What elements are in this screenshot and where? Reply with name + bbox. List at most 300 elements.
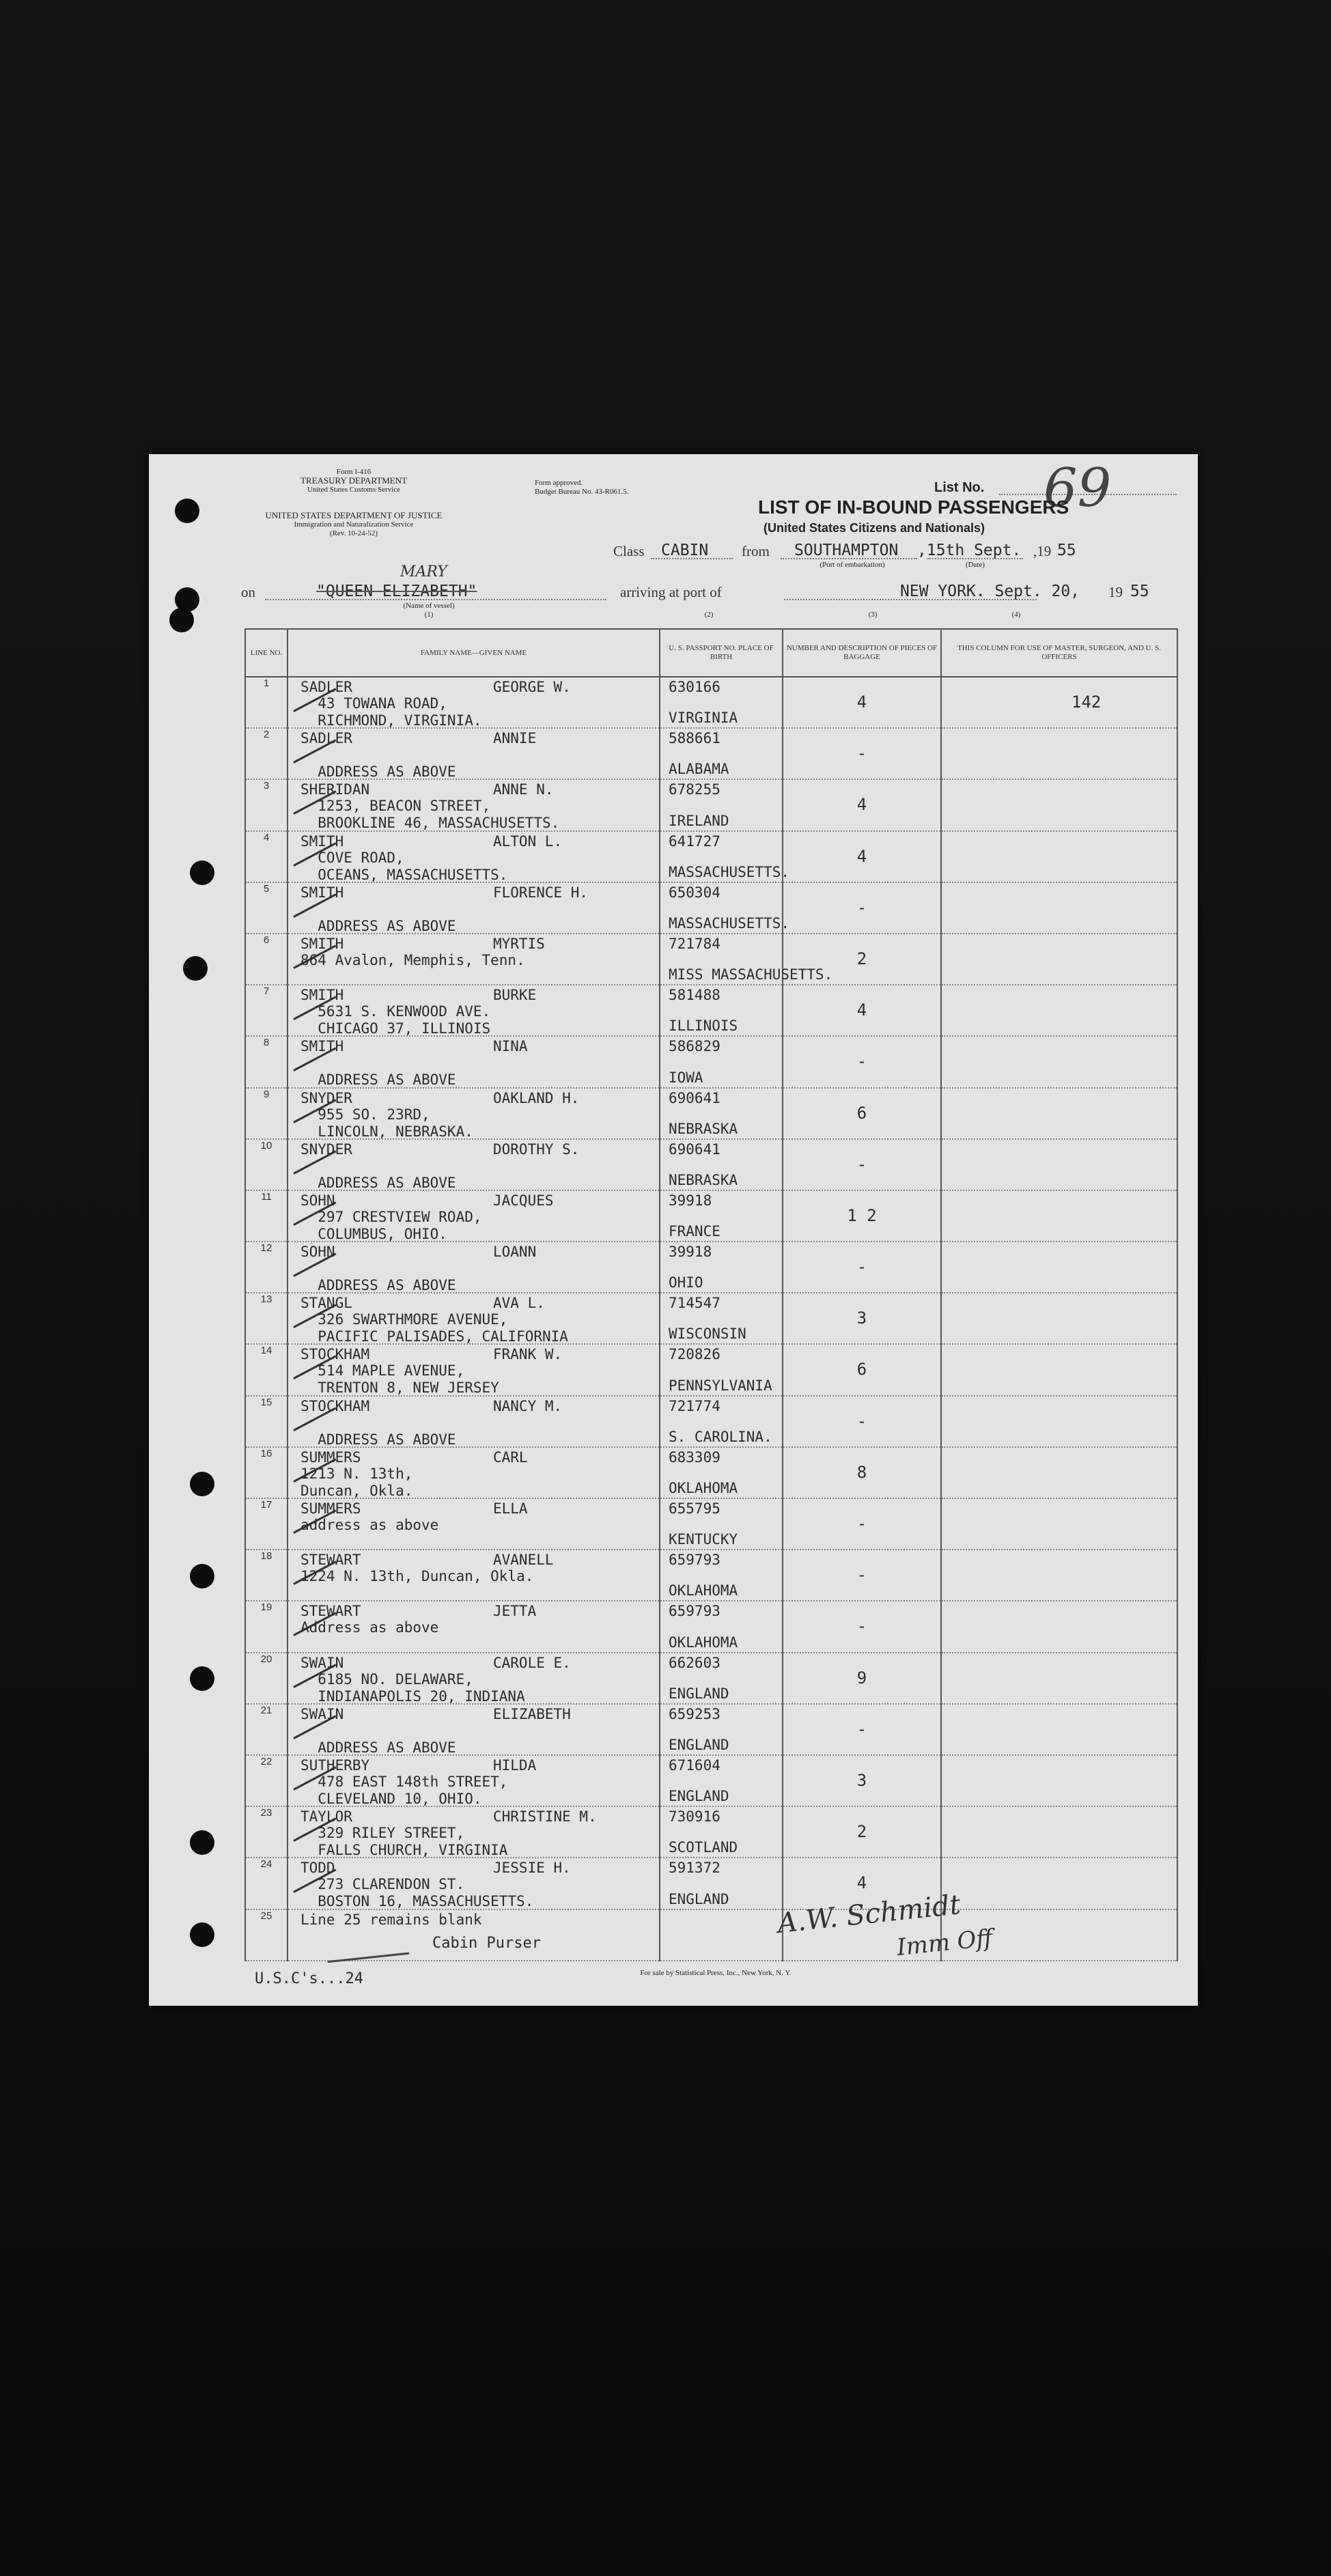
table-row [245, 1139, 1177, 1190]
passport-cell [660, 1704, 783, 1755]
name-cell [288, 985, 660, 1036]
col-officers: THIS COLUMN FOR USE OF MASTER, SURGEON, AND U. S. OFFICERS [941, 629, 1177, 677]
passport-cell [660, 1653, 783, 1704]
baggage-count: 2 [856, 1822, 867, 1842]
place-of-birth: ENGLAND [669, 1788, 729, 1805]
address: ADDRESS AS ABOVE [318, 917, 456, 934]
on-label: on [241, 584, 255, 600]
address: 1253, BEACON STREET, BROOKLINE 46, MASSACHUSETTS. [318, 798, 560, 832]
passport-cell [660, 1242, 783, 1293]
passport-cell [660, 1858, 783, 1909]
passport-cell [660, 779, 783, 830]
name-cell [288, 1806, 660, 1858]
passport-number: 678255 [669, 781, 720, 798]
name-cell [288, 934, 660, 985]
line-number: 15 [245, 1396, 288, 1447]
line-number: 4 [245, 831, 288, 882]
baggage-count: - [856, 1154, 867, 1174]
place-of-birth: WISCONSIN [669, 1326, 746, 1343]
punch-hole [175, 499, 199, 523]
official-cell [941, 1704, 1177, 1755]
table-row [245, 779, 1177, 830]
table-row [245, 1242, 1177, 1293]
year-2: 55 [1130, 583, 1149, 600]
place-of-birth: NEBRASKA [669, 1171, 738, 1188]
official-cell [941, 1190, 1177, 1242]
address: ADDRESS AS ABOVE [318, 1277, 456, 1294]
official-cell [941, 728, 1177, 779]
form-approval: Form approved. [535, 479, 583, 487]
address: 273 CLARENDON ST. BOSTON 16, MASSACHUSETTS. [318, 1876, 534, 1910]
address: address as above [300, 1517, 439, 1533]
official-cell [941, 1293, 1177, 1344]
name-cell [288, 1601, 660, 1652]
address: 864 Avalon, Memphis, Tenn. [300, 951, 525, 968]
passport-cell [660, 1755, 783, 1806]
name-cell [288, 1088, 660, 1139]
table-row [245, 1550, 1177, 1601]
class-label: Class [613, 543, 645, 559]
address: 326 SWARTHMORE AVENUE, PACIFIC PALISADES, CALIFORNIA [318, 1311, 568, 1345]
baggage-cell [783, 1139, 941, 1190]
place-of-birth: KENTUCKY [669, 1531, 738, 1548]
official-cell [941, 882, 1177, 934]
official-cell [941, 1858, 1177, 1909]
col-num-2: (2) [704, 611, 714, 619]
table-row [245, 1190, 1177, 1242]
passport-number: 659793 [669, 1603, 720, 1620]
line-number: 5 [245, 882, 288, 934]
embark-date: ,15th Sept. [917, 542, 1022, 559]
punch-hole [190, 1472, 214, 1496]
passport-cell [660, 1293, 783, 1344]
official-cell [941, 1344, 1177, 1395]
passenger-table [244, 628, 1178, 1961]
given-name: NANCY M. [493, 1397, 563, 1414]
place-of-birth: VIRGINIA [669, 710, 738, 727]
family-name: STEWART [300, 1603, 361, 1620]
passport-cell [660, 934, 833, 985]
table-row [245, 1293, 1177, 1344]
given-name: JACQUES [493, 1192, 554, 1209]
family-name: SNYDER [300, 1089, 352, 1106]
list-title: LIST OF IN-BOUND PASSENGERS [758, 496, 1069, 518]
passport-cell [660, 1036, 783, 1087]
revision: (Rev. 10-24-52) [329, 529, 378, 537]
place-of-birth: MASSACHUSETTS. [669, 863, 790, 880]
passport-number: 588661 [669, 730, 720, 747]
line-number: 23 [245, 1806, 288, 1858]
year-prefix-2: 19 [1108, 584, 1123, 600]
family-name: SOHN [300, 1192, 335, 1209]
baggage-count: 4 [856, 1873, 867, 1893]
line-number: 21 [245, 1704, 288, 1755]
given-name: FLORENCE H. [493, 884, 589, 901]
arrival-line [784, 599, 1037, 600]
place-of-birth: OHIO [669, 1274, 703, 1291]
address: 297 CRESTVIEW ROAD, COLUMBUS, OHIO. [318, 1208, 482, 1242]
address: 1213 N. 13th, Duncan, Okla. [300, 1465, 413, 1499]
passport-cell [660, 1447, 783, 1498]
baggage-cell [783, 1550, 941, 1601]
baggage-count: 4 [856, 795, 867, 815]
table-row [245, 831, 1177, 882]
passport-number: 714547 [669, 1295, 720, 1312]
col-num-3: (3) [868, 611, 878, 619]
name-cell [288, 1755, 660, 1806]
line-number: 19 [245, 1601, 288, 1652]
given-name: MYRTIS [493, 935, 545, 952]
name-cell [288, 1653, 660, 1704]
official-cell [941, 1447, 1177, 1498]
date-note: (Date) [965, 561, 985, 569]
passport-cell [660, 831, 790, 882]
table-row [245, 728, 1177, 779]
ins-service: Immigration and Naturalization Service [294, 520, 414, 529]
address: COVE ROAD, OCEANS, MASSACHUSETTS. [318, 849, 508, 883]
official-cell [941, 1601, 1177, 1652]
name-cell [288, 728, 660, 779]
baggage-cell [783, 1704, 941, 1755]
passport-number: 586829 [669, 1038, 720, 1055]
passport-cell [660, 1601, 783, 1652]
passport-number: 721774 [669, 1397, 720, 1414]
list-no-label: List No. [934, 480, 985, 495]
table-row [245, 1858, 1177, 1909]
baggage-count: 6 [856, 1103, 867, 1123]
family-name: SMITH [300, 987, 344, 1004]
baggage-count: 1 2 [847, 1205, 877, 1225]
table-row [245, 1755, 1177, 1806]
line-number: 18 [245, 1550, 288, 1601]
table-row [245, 1601, 1177, 1652]
place-of-birth: ILLINOIS [669, 1018, 738, 1035]
name-cell [288, 1550, 660, 1601]
passport-number: 39918 [669, 1192, 712, 1209]
embark-line [781, 558, 917, 559]
address: 514 MAPLE AVENUE, TRENTON 8, NEW JERSEY [318, 1362, 499, 1397]
family-name: SUMMERS [300, 1448, 361, 1466]
manifest-page [149, 454, 1198, 2006]
given-name: DOROTHY S. [493, 1140, 580, 1158]
table-header [245, 629, 1177, 677]
family-name: SADLER [300, 679, 352, 695]
given-name: JETTA [493, 1603, 537, 1620]
line-number: 14 [245, 1344, 288, 1395]
embark-note: (Port of embarkation) [819, 561, 885, 569]
line-number: 10 [245, 1139, 288, 1190]
table-row [245, 677, 1177, 728]
family-name: TODD [300, 1860, 335, 1877]
name-cell [288, 1139, 660, 1190]
passport-cell [660, 1909, 783, 1961]
passport-cell [660, 1344, 783, 1395]
passport-cell [660, 728, 783, 779]
official-cell [941, 985, 1177, 1036]
year-prefix-1: ,19 [1033, 543, 1052, 559]
official-cell [941, 779, 1177, 830]
family-name: SHERIDAN [300, 781, 370, 798]
passport-cell [660, 1190, 783, 1242]
vessel-correction: MARY [400, 563, 447, 580]
from-label: from [742, 543, 770, 559]
passport-number: 641727 [669, 832, 720, 850]
baggage-count: - [856, 1565, 867, 1585]
given-name: GEORGE W. [493, 679, 571, 695]
table-row [245, 1344, 1177, 1395]
address: 6185 NO. DELAWARE, INDIANAPOLIS 20, INDIANA [318, 1670, 525, 1705]
table-row [245, 1396, 1177, 1447]
baggage-cell [783, 1190, 941, 1242]
baggage-count: 6 [856, 1360, 867, 1380]
family-name: SUMMERS [300, 1500, 361, 1517]
col-name: FAMILY NAME—GIVEN NAME [288, 629, 660, 677]
baggage-count: - [856, 897, 867, 917]
baggage-cell [783, 831, 941, 882]
port-of-arrival: NEW YORK. Sept. 20, [900, 583, 1080, 600]
baggage-count: 8 [856, 1462, 867, 1482]
justice-dept: UNITED STATES DEPARTMENT OF JUSTICE [265, 510, 443, 520]
line-number: 1 [245, 677, 288, 728]
family-name: SNYDER [300, 1140, 352, 1158]
table-row [245, 1498, 1177, 1550]
place-of-birth: ALABAMA [669, 761, 729, 778]
family-name: STANGL [300, 1295, 352, 1312]
table-row [245, 1447, 1177, 1498]
name-cell [288, 1858, 660, 1909]
family-name: SWAIN [300, 1705, 344, 1722]
baggage-cell [783, 1498, 941, 1550]
baggage-count: 4 [856, 846, 867, 866]
official-cell [941, 1653, 1177, 1704]
printer-credit: For sale by Statistical Press, Inc., New York, N. Y. [640, 1969, 791, 1977]
place-of-birth: OKLAHOMA [669, 1480, 738, 1496]
treasury-dept: TREASURY DEPARTMENT [300, 475, 408, 486]
line-number: 17 [245, 1498, 288, 1550]
line-number: 24 [245, 1858, 288, 1909]
col-num-1: (1) [424, 611, 434, 619]
name-cell [288, 1447, 660, 1498]
baggage-count: 2 [856, 949, 867, 968]
vessel-note: (Name of vessel) [403, 602, 455, 610]
family-name: STOCKHAM [300, 1346, 370, 1363]
passport-number: 655795 [669, 1500, 720, 1517]
given-name: CAROLE E. [493, 1654, 571, 1671]
passport-number: 720826 [669, 1346, 720, 1363]
official-cell [941, 1088, 1177, 1139]
baggage-cell [783, 677, 941, 728]
name-cell [288, 1190, 660, 1242]
table-row [245, 1036, 1177, 1087]
official-cell [941, 1036, 1177, 1087]
passport-number: 581488 [669, 987, 720, 1004]
passport-number: 630166 [669, 679, 720, 695]
address: 478 EAST 148th STREET, CLEVELAND 10, OHIO. [318, 1773, 508, 1807]
passport-number: 39918 [669, 1244, 712, 1261]
name-cell [288, 1704, 660, 1755]
address: 1224 N. 13th, Duncan, Okla. [300, 1568, 534, 1585]
family-name: STOCKHAM [300, 1397, 370, 1414]
place-of-birth: MISS MASSACHUSETTS. [669, 966, 833, 983]
inspector-title: Imm Off [895, 1924, 994, 1962]
passport-number: 690641 [669, 1089, 720, 1106]
passport-number: 730916 [669, 1808, 720, 1825]
passport-cell [660, 1088, 783, 1139]
name-cell [288, 1293, 660, 1344]
given-name: CARL [493, 1448, 528, 1466]
address: ADDRESS AS ABOVE [318, 1174, 456, 1191]
passport-number: 591372 [669, 1860, 720, 1877]
official-cell [941, 1755, 1177, 1806]
line-number: 16 [245, 1447, 288, 1498]
baggage-cell [783, 1088, 941, 1139]
official-cell [941, 831, 1177, 882]
address: 329 RILEY STREET, FALLS CHURCH, VIRGINIA [318, 1825, 508, 1859]
baggage-cell [783, 1601, 941, 1652]
punch-hole [190, 1564, 214, 1588]
col-num-4: (4) [1011, 611, 1021, 619]
baggage-cell [783, 1242, 941, 1293]
page-number: 69 [1043, 458, 1112, 519]
passport-cell [660, 677, 783, 728]
family-name: STEWART [300, 1552, 361, 1569]
family-name: SMITH [300, 935, 344, 952]
purser-title: Cabin Purser [432, 1935, 541, 1952]
passport-number: 671604 [669, 1756, 720, 1774]
passport-number: 690641 [669, 1140, 720, 1158]
place-of-birth: IOWA [669, 1069, 703, 1086]
address: ADDRESS AS ABOVE [318, 1072, 456, 1089]
col-baggage: NUMBER AND DESCRIPTION OF PIECES OF BAGGAGE [783, 629, 941, 677]
passport-number: 659793 [669, 1552, 720, 1569]
baggage-count: 3 [856, 1308, 867, 1328]
family-name: SMITH [300, 832, 344, 850]
year-1: 55 [1057, 542, 1076, 559]
baggage-cell [783, 882, 941, 934]
official-cell [941, 677, 1177, 728]
place-of-birth: FRANCE [669, 1223, 720, 1240]
passport-cell [660, 1498, 783, 1550]
official-cell [941, 1550, 1177, 1601]
line-number: 7 [245, 985, 288, 1036]
form-id: Form I-416 [336, 468, 372, 476]
given-name: CHRISTINE M. [493, 1808, 597, 1825]
address: ADDRESS AS ABOVE [318, 764, 456, 781]
baggage-count: - [856, 1411, 867, 1431]
baggage-cell [783, 1447, 941, 1498]
given-name: NINA [493, 1038, 528, 1055]
given-name: JESSIE H. [493, 1860, 571, 1877]
place-of-birth: S. CAROLINA. [669, 1428, 772, 1445]
name-cell [288, 1242, 660, 1293]
passport-number: 683309 [669, 1448, 720, 1466]
baggage-cell [783, 1755, 941, 1806]
passport-cell [660, 1396, 783, 1447]
punch-hole [183, 956, 208, 981]
name-cell [288, 1036, 660, 1087]
arriving-label: arriving at port of [620, 584, 722, 600]
passport-number: 721784 [669, 935, 720, 952]
table-row [245, 1806, 1177, 1858]
table-row [245, 882, 1177, 934]
baggage-count: 4 [856, 692, 867, 712]
budget-bureau: Budget Bureau No. 43-R061.5. [535, 488, 629, 496]
passport-number: 650304 [669, 884, 720, 901]
baggage-count: - [856, 1257, 867, 1277]
line-number: 9 [245, 1088, 288, 1139]
given-name: FRANK W. [493, 1346, 563, 1363]
baggage-cell [783, 934, 941, 985]
given-name: AVANELL [493, 1552, 554, 1569]
name-cell [288, 1498, 660, 1550]
family-name: TAYLOR [300, 1808, 352, 1825]
family-name: SMITH [300, 884, 344, 901]
usc-count: U.S.C's...24 [255, 1970, 363, 1987]
name-cell [288, 831, 660, 882]
address: 5631 S. KENWOOD AVE. CHICAGO 37, ILLINOIS [318, 1003, 491, 1037]
passport-cell [660, 1139, 783, 1190]
port-of-embarkation: SOUTHAMPTON [794, 542, 899, 559]
official-cell [941, 1139, 1177, 1190]
name-cell [288, 1396, 660, 1447]
place-of-birth: MASSACHUSETTS. [669, 914, 790, 932]
official-cell [941, 1396, 1177, 1447]
family-name: SWAIN [300, 1654, 344, 1671]
given-name: ELIZABETH [493, 1705, 571, 1722]
line-number: 22 [245, 1755, 288, 1806]
place-of-birth: ENGLAND [669, 1890, 729, 1907]
place-of-birth: ENGLAND [669, 1736, 729, 1753]
line-number: 2 [245, 728, 288, 779]
place-of-birth: IRELAND [669, 812, 729, 829]
baggage-cell [783, 1293, 941, 1344]
given-name: LOANN [493, 1244, 537, 1261]
given-name: ELLA [493, 1500, 528, 1517]
line-number: 3 [245, 779, 288, 830]
family-name: SOHN [300, 1244, 335, 1261]
class-value: CABIN [661, 542, 709, 559]
address: Address as above [300, 1619, 439, 1636]
table-row [245, 1704, 1177, 1755]
date-line [927, 558, 1023, 559]
official-cell [941, 1498, 1177, 1550]
baggage-cell [783, 1806, 941, 1858]
line-number: 8 [245, 1036, 288, 1087]
line-number: 13 [245, 1293, 288, 1344]
list-subtitle: (United States Citizens and Nationals) [763, 521, 985, 535]
family-name: Line 25 remains blank [300, 1911, 482, 1928]
address: ADDRESS AS ABOVE [318, 1739, 456, 1756]
punch-hole [190, 1666, 214, 1691]
vessel-line [265, 599, 606, 600]
given-name: AVA L. [493, 1295, 545, 1312]
baggage-cell [783, 1653, 941, 1704]
given-name: HILDA [493, 1756, 537, 1774]
official-cell [941, 1806, 1177, 1858]
passport-cell [660, 882, 790, 934]
name-cell [288, 882, 660, 934]
table-row [245, 1088, 1177, 1139]
punch-hole [190, 1922, 214, 1947]
col-passport: U. S. PASSPORT NO. PLACE OF BIRTH [660, 629, 783, 677]
baggage-cell [783, 1036, 941, 1087]
family-name: SADLER [300, 730, 352, 747]
baggage-count: - [856, 1514, 867, 1533]
line-number: 6 [245, 934, 288, 985]
baggage-cell [783, 779, 941, 830]
class-line [651, 558, 733, 559]
line-number: 25 [245, 1909, 288, 1961]
